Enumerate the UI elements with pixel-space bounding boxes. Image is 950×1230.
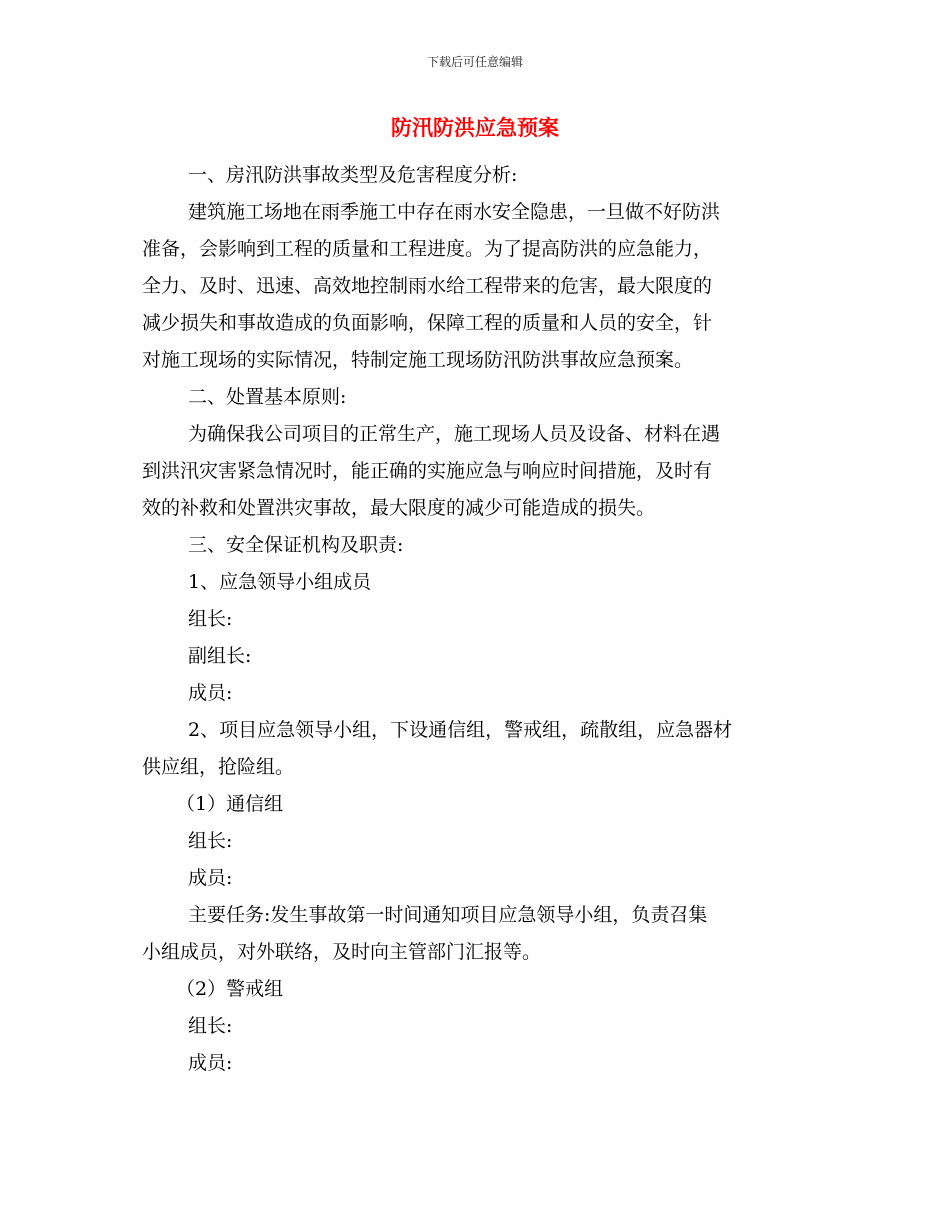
document-body — [142, 157, 807, 1082]
text-line: 1、应急领导小组成员 — [188, 571, 372, 593]
text-line: 副组长: — [188, 645, 252, 667]
text-line: 对施工现场的实际情况，特制定施工现场防汛防洪事故应急预案。 — [142, 349, 694, 371]
page-header-note: 下载后可任意编辑 — [426, 55, 523, 69]
text-line: 组长: — [188, 830, 233, 852]
text-line: 成员: — [188, 682, 233, 704]
document-title: 防汛防洪应急预案 — [391, 116, 559, 140]
text-line: 全力、及时、迅速、高效地控制雨水给工程带来的危害，最大限度的 — [142, 275, 713, 297]
text-line: 建筑施工场地在雨季施工中存在雨水安全隐患，一旦做不好防洪 — [188, 201, 721, 223]
text-line: 2、项目应急领导小组，下设通信组，警戒组，疏散组，应急器材 — [188, 719, 733, 741]
text-line: 组长: — [188, 1015, 233, 1037]
text-line: 组长: — [188, 608, 233, 630]
text-line: 主要任务:发生事故第一时间通知项目应急领导小组，负责召集 — [188, 904, 708, 926]
text-line: 供应组，抢险组。 — [142, 756, 295, 778]
text-line: 一、房汛防洪事故类型及危害程度分析: — [188, 164, 518, 186]
text-line: 效的补救和处置洪灾事故，最大限度的减少可能造成的损失。 — [142, 497, 656, 519]
text-line: 三、安全保证机构及职责: — [188, 534, 404, 556]
text-line: 成员: — [188, 867, 233, 889]
text-line: 减少损失和事故造成的负面影响，保障工程的质量和人员的安全，针 — [142, 312, 713, 334]
text-line: （2）警戒组 — [176, 978, 284, 1000]
text-line: 成员: — [188, 1052, 233, 1074]
text-line: 准备，会影响到工程的质量和工程进度。为了提高防洪的应急能力， — [142, 238, 713, 260]
text-line: 小组成员，对外联络，及时向主管部门汇报等。 — [142, 941, 542, 963]
text-line: 为确保我公司项目的正常生产，施工现场人员及设备、材料在遇 — [188, 423, 721, 445]
text-line: （1）通信组 — [176, 793, 284, 815]
text-line: 到洪汛灾害紧急情况时，能正确的实施应急与响应时间措施，及时有 — [142, 460, 713, 482]
text-line: 二、处置基本原则: — [188, 386, 347, 408]
